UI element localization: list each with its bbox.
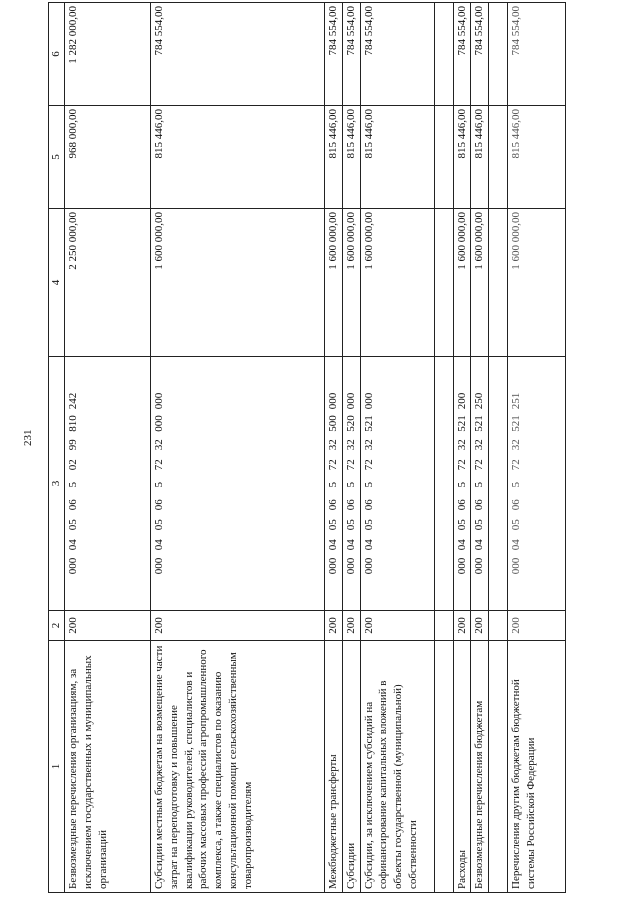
spacer-row — [489, 3, 508, 893]
row-grbs: 200 — [324, 611, 342, 641]
row-value-5: 815 446,00 — [150, 106, 324, 209]
row-code: 00004050657232521251 — [508, 357, 566, 611]
row-value-5: 815 446,00 — [324, 106, 342, 209]
row-grbs: 200 — [150, 611, 324, 641]
row-value-5: 815 446,00 — [508, 106, 566, 209]
table-row — [342, 3, 360, 893]
row-grbs: 200 — [64, 611, 150, 641]
row-value-5: 815 446,00 — [471, 106, 489, 209]
row-code: 00004050657232521250 — [471, 357, 489, 611]
header-col-6: 6 — [49, 3, 65, 106]
row-name: Безвозмездные перечисления бюджетам — [471, 641, 489, 893]
row-value-4: 1 600 000,00 — [150, 209, 324, 357]
row-value-6: 784 554,00 — [342, 3, 360, 106]
row-value-6: 784 554,00 — [324, 3, 342, 106]
row-grbs: 200 — [360, 611, 434, 641]
row-value-6: 784 554,00 — [471, 3, 489, 106]
row-grbs: 200 — [342, 611, 360, 641]
row-name: Расходы — [453, 641, 471, 893]
rotated-table-wrapper — [48, 3, 566, 893]
table-row — [453, 3, 471, 893]
row-name: Перечисления другим бюджетам бюджетной системы Российской Федерации — [508, 641, 566, 893]
row-grbs: 200 — [453, 611, 471, 641]
row-value-4: 1 600 000,00 — [324, 209, 342, 357]
row-value-5: 815 446,00 — [453, 106, 471, 209]
row-value-4: 1 600 000,00 — [360, 209, 434, 357]
row-code: 00004050657232500000 — [324, 357, 342, 611]
row-name: Безвозмездные перечисления организациям, за исключением государственных и муниципальных организаций — [64, 641, 150, 893]
row-grbs: 200 — [508, 611, 566, 641]
row-value-4: 2 250 000,00 — [64, 209, 150, 357]
row-name: Субсидии местным бюджетам на возмещение части затрат на переподготовку и повышение квалификации руководителей, специалистов и рабочих массовых профессий агропромышленного комплекса, а также специалистов по оказанию консультационной помощи сельскохозяйственным товаропроизводителям — [150, 641, 324, 893]
table-row — [508, 3, 566, 893]
table-row — [150, 3, 324, 893]
row-code: 00004050650299810242 — [64, 357, 150, 611]
row-value-5: 815 446,00 — [342, 106, 360, 209]
row-value-6: 1 282 000,00 — [64, 3, 150, 106]
row-grbs: 200 — [471, 611, 489, 641]
row-value-6: 784 554,00 — [453, 3, 471, 106]
row-code: 00004050657232521000 — [360, 357, 434, 611]
header-col-5: 5 — [49, 106, 65, 209]
row-name: Субсидии — [342, 641, 360, 893]
row-code: 00004050657232000000 — [150, 357, 324, 611]
spacer-row — [434, 3, 453, 893]
row-code: 00004050657232521200 — [453, 357, 471, 611]
row-value-6: 784 554,00 — [150, 3, 324, 106]
row-value-5: 815 446,00 — [360, 106, 434, 209]
row-value-6: 784 554,00 — [508, 3, 566, 106]
header-col-2: 2 — [49, 611, 65, 641]
table-row — [471, 3, 489, 893]
row-value-4: 1 600 000,00 — [508, 209, 566, 357]
row-value-5: 968 000,00 — [64, 106, 150, 209]
row-value-4: 1 600 000,00 — [453, 209, 471, 357]
row-name: Субсидии, за исключением субсидий на софинансирование капитальных вложений в объекты государственной (муниципальной) собственности — [360, 641, 434, 893]
row-name: Межбюджетные трансферты — [324, 641, 342, 893]
page-number: 231 — [22, 429, 34, 446]
row-value-4: 1 600 000,00 — [342, 209, 360, 357]
row-value-6: 784 554,00 — [360, 3, 434, 106]
row-code: 00004050657232520000 — [342, 357, 360, 611]
header-col-3: 3 — [49, 357, 65, 611]
row-value-4: 1 600 000,00 — [471, 209, 489, 357]
table-row — [64, 3, 150, 893]
header-col-1: 1 — [49, 641, 65, 893]
table-row — [360, 3, 434, 893]
table-row — [324, 3, 342, 893]
header-col-4: 4 — [49, 209, 65, 357]
header-row — [49, 3, 65, 893]
budget-table — [48, 2, 566, 893]
